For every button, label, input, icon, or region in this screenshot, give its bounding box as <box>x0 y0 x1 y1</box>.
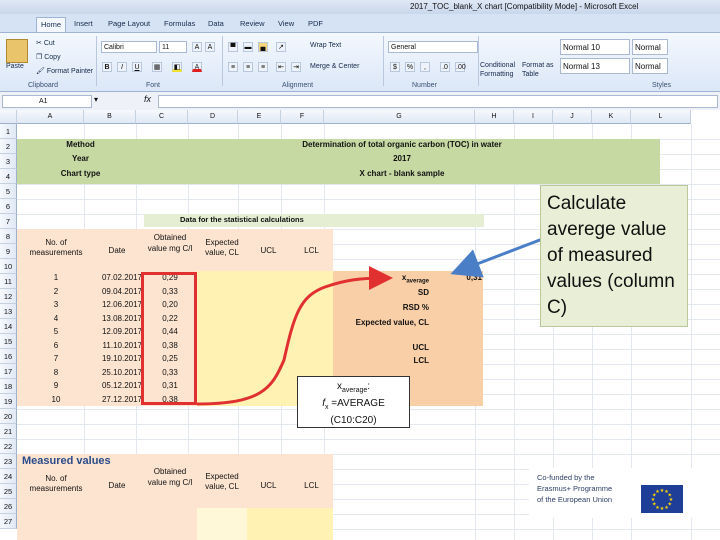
row-header-23[interactable]: 23 <box>0 454 17 469</box>
italic-button[interactable]: I <box>117 62 127 72</box>
name-box[interactable]: A1 <box>2 95 92 108</box>
ucl-label: UCL <box>412 343 429 352</box>
column-header-j[interactable]: J <box>553 110 592 124</box>
row-header-25[interactable]: 25 <box>0 484 17 499</box>
svg-text:★: ★ <box>668 497 674 503</box>
rsd-label: RSD % <box>402 303 429 312</box>
row-number-cell: 10 <box>51 394 61 404</box>
svg-text:★: ★ <box>664 489 669 496</box>
measured-header-expected: Expected value, CL <box>205 472 239 491</box>
svg-text:★: ★ <box>650 497 656 503</box>
row-number-cell: 6 <box>53 340 59 350</box>
obtained-value-cell: 0,22 <box>162 313 178 323</box>
borders-icon[interactable]: ▦ <box>153 64 161 71</box>
method-value: Determination of total organic carbon (TOC) in water <box>302 140 502 149</box>
cut-button[interactable]: ✂ Cut <box>36 40 55 47</box>
number-format-select[interactable]: General <box>388 41 478 53</box>
obtained-value-cell: 0,44 <box>162 327 178 336</box>
header-no: No. of measurements <box>29 238 83 257</box>
x-average-label: $x_{average}$ <box>401 273 429 285</box>
row-header-20[interactable]: 20 <box>0 409 17 424</box>
obtained-value-cell: 0,33 <box>162 286 178 296</box>
row-header-14[interactable]: 14 <box>0 319 17 334</box>
eu-line-3: of the European Union <box>537 495 613 504</box>
tab-review[interactable]: Review <box>240 19 265 28</box>
row-number-cell: 4 <box>53 313 59 323</box>
date-cell: 13.08.2017 <box>101 313 142 323</box>
header-ucl: UCL <box>260 246 277 255</box>
align-top-icon[interactable]: ▀ <box>228 42 238 52</box>
row-header-17[interactable]: 17 <box>0 364 17 379</box>
row-header-8[interactable]: 8 <box>0 229 17 244</box>
tab-insert[interactable]: Insert <box>74 19 93 28</box>
eu-line-2: Erasmus+ Programme <box>537 484 613 493</box>
grow-font-icon[interactable]: A <box>192 42 202 52</box>
row-number-cell: 8 <box>53 367 59 377</box>
copy-button[interactable]: ❐ Copy <box>36 54 61 61</box>
tab-pdf[interactable]: PDF <box>308 19 323 28</box>
obtained-value-cell: 0,33 <box>162 367 178 377</box>
conditional-formatting-button[interactable]: Conditional Formatting <box>480 62 516 78</box>
tab-view[interactable]: View <box>278 19 295 28</box>
svg-text:★: ★ <box>659 506 665 512</box>
row-header-22[interactable]: 22 <box>0 439 17 454</box>
eu-line-1: Co-funded by the <box>537 473 595 482</box>
align-right-icon[interactable]: ≡ <box>258 62 268 72</box>
row-header-10[interactable]: 10 <box>0 259 17 274</box>
font-size-select[interactable]: 11 <box>159 41 187 53</box>
sd-label: SD <box>417 288 429 297</box>
svg-text:★: ★ <box>664 504 669 511</box>
row-header-6[interactable]: 6 <box>0 199 17 214</box>
row-header-9[interactable]: 9 <box>0 244 17 259</box>
row-header-2[interactable]: 2 <box>0 139 17 154</box>
row-number-cell: 7 <box>53 354 59 363</box>
column-header-g[interactable]: G <box>324 110 475 124</box>
row-header-21[interactable]: 21 <box>0 424 17 439</box>
column-header-k[interactable]: K <box>592 110 631 124</box>
function-icon[interactable]: fx <box>144 94 152 104</box>
svg-text:★: ★ <box>659 488 665 494</box>
tab-page-layout[interactable]: Page Layout <box>108 19 151 28</box>
chart-type-label: Chart type <box>60 169 101 178</box>
row-header-5[interactable]: 5 <box>0 184 17 199</box>
formula-line-3: (C10:C20) <box>330 415 377 426</box>
align-left-icon[interactable]: ≡ <box>228 62 238 72</box>
clipboard-group-label: Clipboard <box>28 82 58 89</box>
date-cell: 12.06.2017 <box>101 300 142 309</box>
row-header-4[interactable]: 4 <box>0 169 17 184</box>
date-cell: 11.10.2017 <box>102 340 142 350</box>
svg-text:★: ★ <box>667 501 673 508</box>
row-header-13[interactable]: 13 <box>0 304 17 319</box>
dropdown-arrow-icon[interactable]: ▾ <box>94 95 99 104</box>
row-header-24[interactable]: 24 <box>0 469 17 484</box>
lcl-label: LCL <box>413 356 429 365</box>
row-number-cell: 3 <box>53 300 59 309</box>
window-title: 2017_TOC_blank_X chart [Compatibility Mode] - Microsoft Excel <box>410 2 639 11</box>
row-header-19[interactable]: 19 <box>0 394 17 409</box>
obtained-value-cell: 0,38 <box>162 340 178 350</box>
date-cell: 12.09.2017 <box>101 327 142 336</box>
row-header-16[interactable]: 16 <box>0 349 17 364</box>
formula-annotation <box>297 376 410 428</box>
measured-header-lcl: LCL <box>304 481 319 490</box>
increase-indent-icon[interactable]: ⇥ <box>291 62 301 72</box>
style-normal-10[interactable]: Normal 10 <box>560 39 630 55</box>
callout-box: Calculate averege value of measured values (column C) <box>540 185 688 327</box>
underline-button[interactable]: U <box>132 62 142 72</box>
formula-line-1: $x_{average}$: <box>336 381 371 394</box>
header-expected: Expected value, CL <box>205 238 239 257</box>
column-header-e[interactable]: E <box>238 110 281 124</box>
column-header-i[interactable]: I <box>514 110 553 124</box>
comma-icon[interactable]: , <box>420 62 430 72</box>
style-normal[interactable]: Normal <box>632 39 668 55</box>
header-lcl: LCL <box>304 246 319 255</box>
chart-type-value: X chart - blank sample <box>359 169 445 178</box>
date-cell: 07.02.2017 <box>101 273 142 282</box>
decrease-indent-icon[interactable]: ⇤ <box>276 62 286 72</box>
year-value: 2017 <box>393 154 411 163</box>
column-header-h[interactable]: H <box>475 110 514 124</box>
svg-text:★: ★ <box>667 492 673 499</box>
fill-color-icon[interactable]: ◧ <box>173 64 181 71</box>
svg-text:★: ★ <box>655 489 660 496</box>
copy-icon: ❐ <box>36 54 45 61</box>
x-average-value: 0,31 <box>466 273 482 282</box>
decrease-decimal-icon[interactable]: .00 <box>456 64 466 71</box>
format-as-table-button[interactable]: Format as Table <box>522 62 554 78</box>
date-cell: 27.12.2017 <box>101 394 142 404</box>
date-cell: 05.12.2017 <box>101 381 142 390</box>
style-normal-13[interactable]: Normal 13 <box>560 58 630 74</box>
style-normal-2[interactable]: Normal <box>632 58 668 74</box>
row-header-1[interactable]: 1 <box>0 124 17 139</box>
tab-formulas[interactable]: Formulas <box>164 19 196 28</box>
header-date: Date <box>108 246 126 255</box>
font-group-label: Font <box>146 82 161 89</box>
eu-logo <box>529 468 720 518</box>
styles-group-label: Styles <box>652 82 672 89</box>
percent-icon[interactable]: % <box>406 64 414 71</box>
year-label: Year <box>72 154 89 163</box>
measured-values-title: Measured values <box>22 455 111 467</box>
wrap-text-button[interactable]: Wrap Text <box>310 42 342 49</box>
shrink-font-icon[interactable]: A <box>205 42 215 52</box>
paste-button[interactable]: Paste <box>6 63 24 70</box>
svg-text:★: ★ <box>655 504 660 511</box>
obtained-value-cell: 0,31 <box>162 381 178 390</box>
row-header-3[interactable]: 3 <box>0 154 17 169</box>
date-cell: 25.10.2017 <box>101 367 142 377</box>
obtained-value-cell: 0,25 <box>162 354 178 363</box>
header-obtained: Obtained value mg C/l <box>147 233 193 253</box>
increase-decimal-icon[interactable]: .0 <box>440 62 450 72</box>
align-center-icon[interactable]: ≡ <box>243 62 253 72</box>
stats-title: Data for the statistical calculations <box>180 215 304 224</box>
obtained-value-cell: 0,38 <box>162 394 178 404</box>
number-group-label: Number <box>412 82 437 89</box>
row-header-12[interactable]: 12 <box>0 289 17 304</box>
row-header-15[interactable]: 15 <box>0 334 17 349</box>
column-header-l[interactable]: L <box>631 110 691 124</box>
column-header-d[interactable]: D <box>188 110 238 124</box>
format-painter-button[interactable]: 🖌 Format Painter <box>36 68 94 75</box>
measured-header-obtained: Obtained value mg C/l <box>147 467 193 487</box>
brush-icon: 🖌 <box>36 68 47 75</box>
column-header-a[interactable]: A <box>17 110 84 124</box>
column-header-b[interactable]: B <box>84 110 136 124</box>
eu-flag-icon <box>641 485 683 513</box>
column-header-f[interactable]: F <box>281 110 324 124</box>
row-header-26[interactable]: 26 <box>0 499 17 514</box>
date-cell: 09.04.2017 <box>101 286 142 296</box>
row-number-cell: 2 <box>53 286 59 296</box>
font-color-icon[interactable]: A <box>192 62 202 72</box>
currency-icon[interactable]: $ <box>390 62 400 72</box>
date-cell: 19.10.2017 <box>101 354 142 363</box>
formula-line-2: $f_x$ =AVERAGE <box>322 398 385 411</box>
tab-home[interactable]: Home <box>36 17 66 32</box>
align-middle-icon[interactable]: ▬ <box>244 44 252 51</box>
alignment-group-label: Alignment <box>282 82 314 89</box>
font-name-select[interactable]: Calibri <box>101 41 157 53</box>
expected-value-label: Expected value, CL <box>355 318 429 327</box>
measured-header-ucl: UCL <box>260 481 277 490</box>
row-number-cell: 9 <box>53 381 59 390</box>
svg-text:★: ★ <box>651 492 657 499</box>
obtained-value-cell: 0,29 <box>162 273 178 282</box>
tab-data[interactable]: Data <box>208 19 224 28</box>
row-number-cell: 5 <box>53 327 59 336</box>
row-header-7[interactable]: 7 <box>0 214 17 229</box>
obtained-value-cell: 0,20 <box>162 300 178 309</box>
svg-text:★: ★ <box>651 501 657 508</box>
row-header-27[interactable]: 27 <box>0 514 17 529</box>
align-bottom-icon[interactable]: ▄ <box>258 42 268 52</box>
merge-center-button[interactable]: Merge & Center <box>310 63 360 70</box>
bold-button[interactable]: B <box>102 62 112 72</box>
measured-header-date: Date <box>108 481 126 490</box>
measured-header-no: No. of measurements <box>29 474 83 493</box>
method-label: Method <box>66 140 95 149</box>
row-header-18[interactable]: 18 <box>0 379 17 394</box>
blue-arrow <box>456 238 545 272</box>
row-header-11[interactable]: 11 <box>0 274 17 289</box>
scissors-icon: ✂ <box>36 40 44 47</box>
orientation-icon[interactable]: ↗ <box>276 42 286 52</box>
column-header-c[interactable]: C <box>136 110 188 124</box>
row-number-cell: 1 <box>53 273 59 282</box>
